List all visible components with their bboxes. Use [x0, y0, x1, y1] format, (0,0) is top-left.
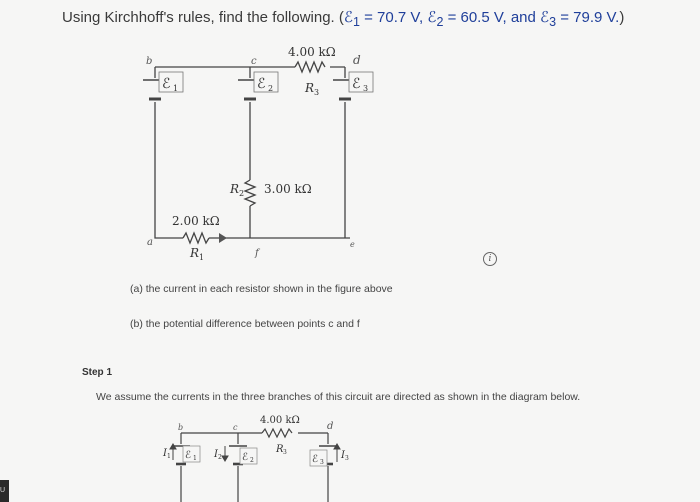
i3-label: I — [341, 450, 345, 461]
r3-sub: 3 — [314, 88, 320, 97]
point-d: d — [353, 53, 361, 67]
e2-label: ℰ — [257, 76, 266, 92]
r1-value: 2.00 kΩ — [172, 214, 220, 228]
point-b: b — [146, 56, 153, 67]
e3-label: ℰ — [352, 76, 361, 92]
part-b-text: (b) the potential difference between points c and f — [130, 318, 360, 330]
i3-sub: 3 — [345, 455, 349, 462]
e3b-label: ℰ — [312, 454, 319, 465]
step-title: Step 1 — [82, 367, 113, 378]
e1b-sub: 1 — [193, 455, 197, 462]
point-b2: b — [178, 423, 184, 432]
e1b-label: ℰ — [185, 450, 192, 461]
r3b-zigzag — [262, 429, 292, 437]
r1-sub: 1 — [199, 253, 205, 262]
r3b-name: R — [276, 444, 284, 455]
i1-sub: 1 — [167, 453, 171, 460]
point-f: f — [255, 248, 259, 259]
e3-sub: 3 — [363, 84, 369, 93]
r3-name: R — [305, 81, 315, 95]
i2-sub: 2 — [218, 454, 222, 461]
corner-tab: U — [0, 480, 9, 502]
point-c: c — [251, 56, 257, 67]
i1-label: I — [163, 448, 167, 459]
r3b-value: 4.00 kΩ — [260, 415, 300, 426]
r3-value: 4.00 kΩ — [288, 45, 336, 59]
point-a: a — [147, 237, 153, 248]
e2-sub: 2 — [268, 84, 274, 93]
info-icon[interactable]: i — [483, 252, 497, 266]
r2-sub: 2 — [239, 189, 245, 198]
e1-sub: 1 — [173, 84, 179, 93]
i2-label: I — [214, 449, 218, 460]
r2-name: R — [230, 182, 240, 196]
e2b-label: ℰ — [242, 452, 249, 463]
point-e: e — [350, 240, 355, 249]
r2-value: 3.00 kΩ — [264, 182, 312, 196]
part-a-text: (a) the current in each resistor shown in the figure above — [130, 283, 393, 295]
r1-name: R — [190, 246, 200, 260]
e2b-sub: 2 — [250, 457, 254, 464]
point-c2: c — [233, 423, 238, 432]
point-d2: d — [327, 421, 334, 432]
r3b-sub: 3 — [283, 449, 287, 456]
step-text: We assume the currents in the three branches of this circuit are directed as shown in the diagram below. — [96, 391, 581, 403]
e1-label: ℰ — [162, 76, 171, 92]
question-text: Using Kirchhoff's rules, find the following. (ℰ$_1$ = 70.7 V, ℰ$_2$ = 60.5 V, and ℰ$_3$ = 79.9 V.) — [62, 9, 625, 29]
e3b-sub: 3 — [320, 459, 324, 466]
